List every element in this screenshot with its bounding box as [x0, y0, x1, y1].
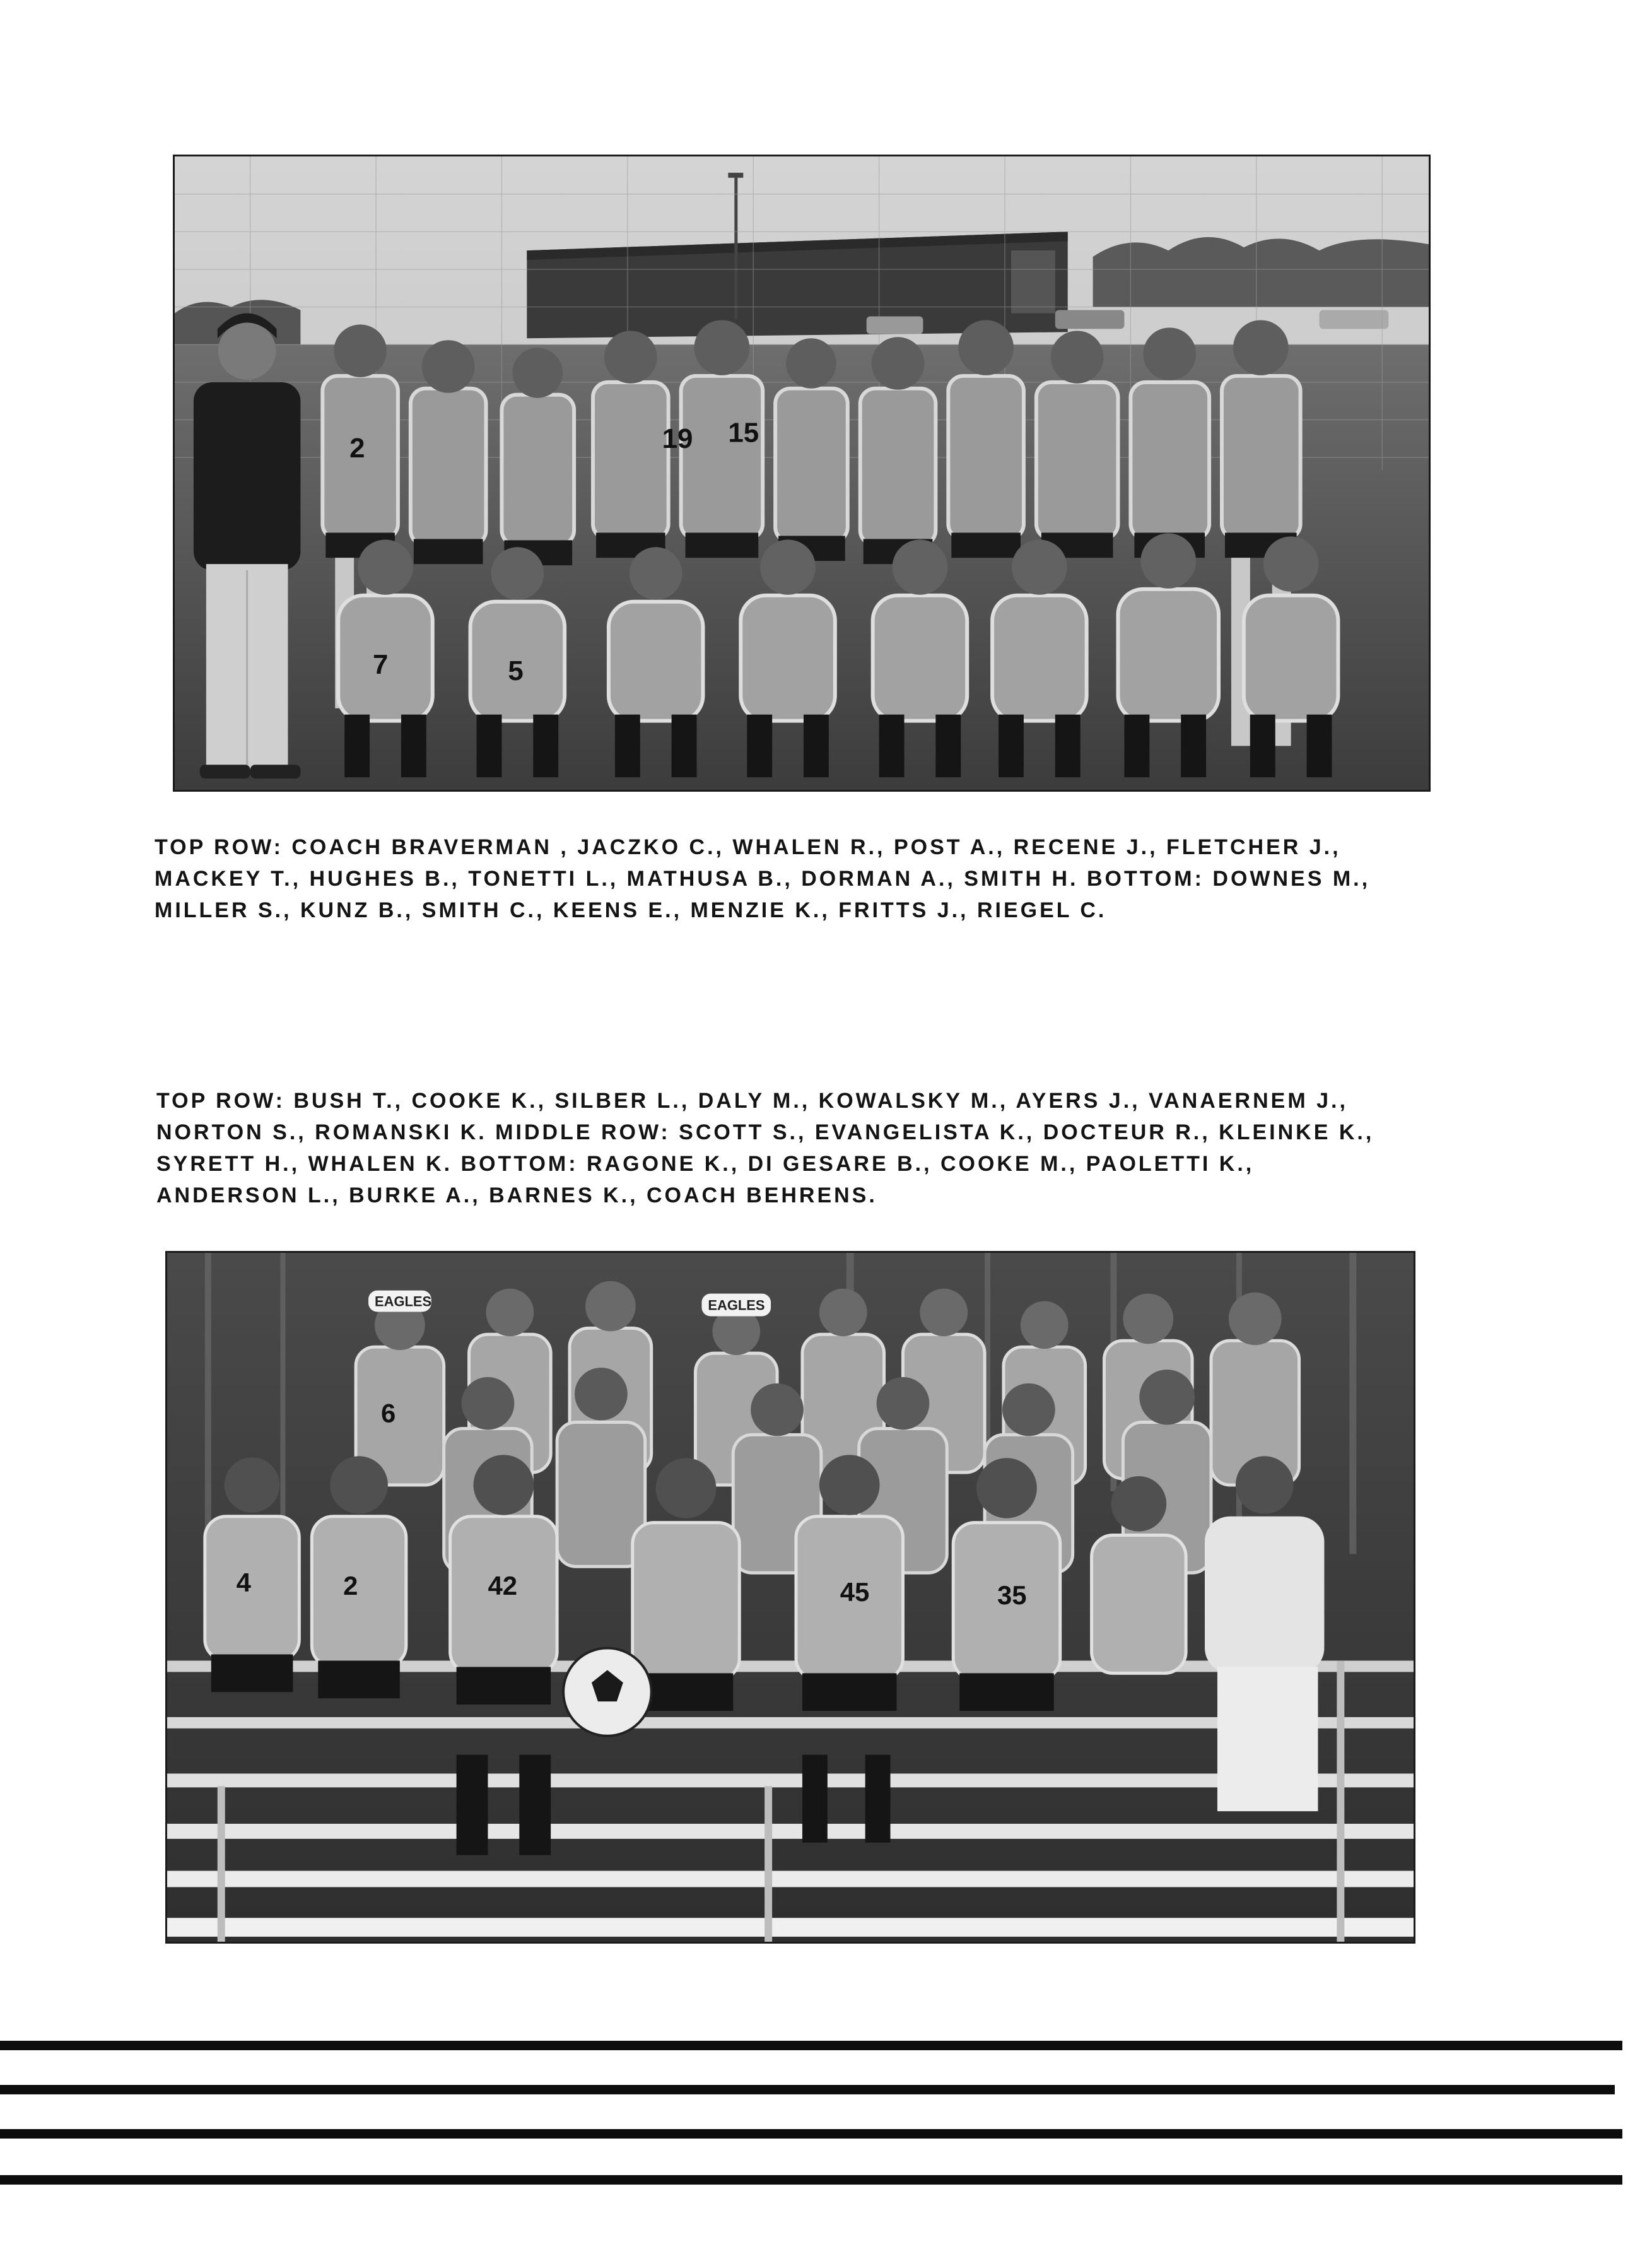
team-photo-bottom — [165, 1251, 1415, 1944]
jersey-number: 2 — [343, 1571, 358, 1601]
caption-line: TOP ROW: COACH BRAVERMAN , JACZKO C., WHALEN R., POST A., RECENE J., FLETCHER J., — [155, 835, 1341, 859]
caption-top — [155, 831, 1580, 926]
jersey-number: 19 — [662, 423, 693, 455]
caption-bottom — [156, 1085, 1582, 1211]
jersey-number: 4 — [236, 1568, 251, 1598]
coach-figure — [194, 314, 300, 779]
caption-line: TOP ROW: BUSH T., COOKE K., SILBER L., DALY M., KOWALSKY M., AYERS J., VANAERNEM J., — [156, 1089, 1348, 1113]
jersey-number: 2 — [349, 433, 365, 464]
jersey-number: 42 — [488, 1571, 518, 1601]
decorative-rule — [0, 2175, 1622, 2185]
jersey-number: 6 — [380, 1398, 396, 1428]
team-photo-top — [173, 155, 1431, 792]
coach-sweater — [1205, 1517, 1324, 1674]
jersey-number: 35 — [997, 1580, 1027, 1610]
team-photo-top-image — [175, 156, 1429, 790]
team-photo-bottom-image — [167, 1253, 1414, 1942]
caption-line: NORTON S., ROMANSKI K. MIDDLE ROW: SCOTT S., EVANGELISTA K., DOCTEUR R., KLEINKE K., — [156, 1120, 1374, 1144]
hat-text: EAGLES — [375, 1293, 432, 1310]
caption-line: MILLER S., KUNZ B., SMITH C., KEENS E., MENZIE K., FRITTS J., RIEGEL C. — [155, 898, 1107, 922]
jersey-number: 45 — [840, 1577, 870, 1607]
caption-line: SYRETT H., WHALEN K. BOTTOM: RAGONE K., DI GESARE B., COOKE M., PAOLETTI K., — [156, 1152, 1255, 1176]
hat-text: EAGLES — [708, 1297, 765, 1313]
soccer-ball — [563, 1648, 652, 1736]
jersey-number: 5 — [508, 655, 524, 687]
caption-line: MACKEY T., HUGHES B., TONETTI L., MATHUSA B., DORMAN A., SMITH H. BOTTOM: DOWNES M., — [155, 867, 1371, 891]
decorative-rule — [0, 2041, 1622, 2050]
jersey-number: 15 — [728, 417, 759, 449]
decorative-rule — [0, 2085, 1615, 2094]
decorative-rule — [0, 2129, 1622, 2139]
jersey-number: 7 — [373, 649, 389, 681]
caption-line: ANDERSON L., BURKE A., BARNES K., COACH BEHRENS. — [156, 1183, 877, 1207]
